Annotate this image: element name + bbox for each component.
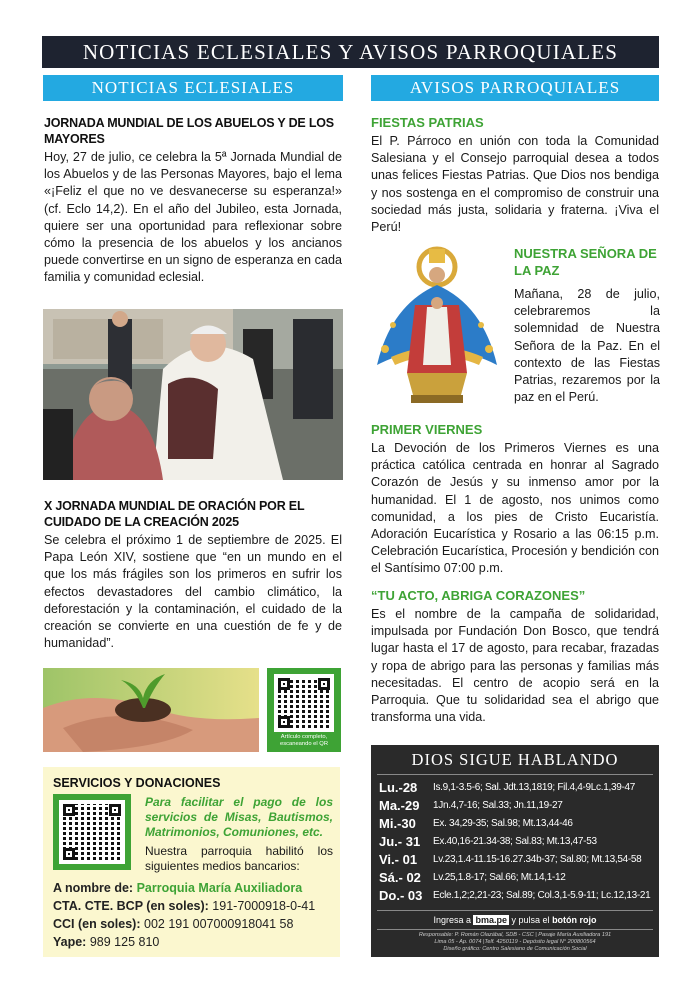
footer-text: y pulsa el	[511, 915, 550, 925]
footer-text: Ingresa a	[433, 915, 471, 925]
article-abuelos-body: Hoy, 27 de julio, ce celebra la 5ª Jornada Mundial de los Abuelos y de las Personas Mayores, bajo el lema «¡Feliz el que no ve desvanecerse su esperanza!» (cf. Eclo 14,2). En el año del Jubileo, esta Jornada, quiere ser una oportunidad para reflexionar sobre cómo la presencia de los abuelos y los ancianos puede convertirse en un signo de esperanza en cada familia y comunidad eclesial.	[44, 150, 342, 285]
qr-caption: Artículo completo, escaneando el QR	[279, 734, 329, 747]
reading-row	[379, 780, 655, 798]
avisos-header: AVISOS PARROQUIALES	[371, 75, 659, 101]
reading-row	[379, 888, 655, 906]
reading-row	[379, 852, 655, 870]
footer-site-link[interactable]: bma.pe	[475, 915, 507, 925]
article-creacion-body: Se celebra el próximo 1 de septiembre de 2025. El Papa León XIV, sostiene que “en un mundo en el que los más frágiles son los primeros en sufrir los efectos devastadores del cambio climático, la deforestación y la contaminación, el cuidado de la creación se convierte en una cuestión de fe y de humanidad”.	[44, 533, 342, 651]
reading-day: Lu.-28	[379, 780, 418, 795]
article-abuelos-title: JORNADA MUNDIAL DE LOS ABUELOS Y DE LOS MAYORES	[44, 116, 334, 146]
divider	[377, 774, 653, 775]
dios-footer	[371, 915, 659, 925]
dios-title: DIOS SIGUE HABLANDO	[411, 750, 619, 769]
yape-value: 989 125 810	[89, 935, 160, 949]
article-qr-panel[interactable]	[267, 668, 341, 752]
reading-row	[379, 870, 655, 888]
image-nuestra-senora-de-la-paz	[371, 245, 503, 403]
fiestas-body: El P. Párroco en unión con toda la Comunidad Salesiana y el Consejo parroquial desea a todos unas felices Fiestas Patrias. Que Dios nos bendiga y nos sostenga en el compromiso de construir una sociedad más justa, solidaria y fraterna. ¡Viva el Perú!	[371, 134, 659, 235]
viernes-body: La Devoción de los Primeros Viernes es una práctica católica centrada en honrar al Sagrado Corazón de Jesús y su inmenso amor por la humanidad. El 1 de agosto, nos unimos como comunidad, a los pies de Cristo Eucaristía. Adoración Eucarística y Rosario a las 06:15 p.m. Celebración Eucarística, Procesión y bendición con el Santísimo 07:00 p.m.	[371, 441, 659, 576]
dios-sigue-hablando-box	[371, 745, 659, 957]
cci-label: CCI (en soles):	[53, 917, 141, 931]
footer-button-text: botón rojo	[552, 915, 597, 925]
credits-line-3: Diseño gráfico: Centro Salesiano de Comunicación Social	[443, 946, 587, 952]
photo-hands-plant	[43, 668, 259, 752]
reading-row	[379, 816, 655, 834]
reading-day: Ju.- 31	[379, 834, 421, 849]
paz-body: Mañana, 28 de julio, celebraremos la solemnidad de Nuestra Señora de la Paz. En el contexto de las Fiestas Patrias, rezaremos por la paz en el Perú.	[514, 287, 660, 405]
abriga-body: Es el nombre de la campaña de solidaridad, impulsada por Fundación Don Bosco, que tendrá lugar hasta el 17 de agosto, para recabar, frazadas y ropa de abrigo para las personas y familias más necesitadas. El centro de acopio será en la Parroquia. Que tu solidaridad sea el abrigo que transforma una vida.	[371, 607, 659, 725]
paz-title: NUESTRA SEÑORA DE LA PAZ	[514, 246, 657, 278]
reading-day: Do.- 03	[379, 888, 423, 903]
reading-refs: Ecle.1,2;2,21-23; Sal.89; Col.3,1-5.9-11; Lc.12,13-21	[433, 890, 651, 901]
divider	[377, 910, 653, 911]
services-title: SERVICIOS Y DONACIONES	[53, 776, 221, 790]
article-qr-code[interactable]	[274, 674, 334, 732]
photo-pope-elderly	[43, 309, 343, 480]
services-note: Nuestra parroquia habilitó los siguientes medios bancarios:	[145, 844, 333, 873]
services-box	[43, 767, 340, 957]
abriga-title: “TU ACTO, ABRIGA CORAZONES”	[371, 588, 586, 603]
payment-qr-code[interactable]	[59, 800, 125, 864]
divider	[377, 929, 653, 930]
credits-line-2: Lima 05 - Ap. 0074 |Telf. 4250119 - Depósito legal N° 200800564	[434, 939, 596, 945]
holder-value: Parroquia María Auxiliadora	[136, 881, 303, 895]
fiestas-title: FIESTAS PATRIAS	[371, 115, 484, 130]
yape-label: Yape:	[53, 935, 87, 949]
reading-day: Ma.-29	[379, 798, 420, 813]
reading-refs: Ex.40,16-21.34-38; Sal.83; Mt.13,47-53	[433, 836, 597, 847]
reading-refs: Is.9,1-3.5-6; Sal. Jdt.13,1819; Fil.4,4-9Lc.1,39-47	[433, 782, 636, 793]
reading-row	[379, 798, 655, 816]
page-banner: NOTICIAS ECLESIALES Y AVISOS PARROQUIALES	[42, 36, 659, 68]
reading-day: Mi.-30	[379, 816, 416, 831]
holder-label: A nombre de:	[53, 881, 134, 895]
article-creacion-title: X JORNADA MUNDIAL DE ORACIÓN POR EL CUIDADO DE LA CREACIÓN 2025	[44, 499, 305, 529]
viernes-title: PRIMER VIERNES	[371, 422, 483, 437]
reading-refs: Lv.25,1.8-17; Sal.66; Mt.14,1-12	[433, 872, 566, 883]
reading-row	[379, 834, 655, 852]
cci-value: 002 191 007000918041 58	[144, 917, 294, 931]
credits-line-1: Responsable: P. Román Olazábal, SDB - CSC | Pasaje María Auxiliadora 191	[418, 932, 612, 938]
reading-day: Sá.- 02	[379, 870, 421, 885]
cta-value: 191-7000918-0-41	[212, 899, 316, 913]
reading-day: Vi.- 01	[379, 852, 418, 867]
reading-refs: 1Jn.4,7-16; Sal.33; Jn.11,19-27	[433, 800, 563, 811]
reading-refs: Lv.23,1.4-11.15-16.27.34b-37; Sal.80; Mt.13,54-58	[433, 854, 642, 865]
cta-label: CTA. CTE. BCP (en soles):	[53, 899, 209, 913]
services-highlight: Para facilitar el pago de los servicios de Misas, Bautismos, Matrimonios, Comuniones, etc.	[145, 795, 333, 839]
services-qr-panel[interactable]	[53, 794, 131, 870]
reading-refs: Ex. 34,29-35; Sal.98; Mt.13,44-46	[433, 818, 573, 829]
noticias-header: NOTICIAS ECLESIALES	[43, 75, 343, 101]
